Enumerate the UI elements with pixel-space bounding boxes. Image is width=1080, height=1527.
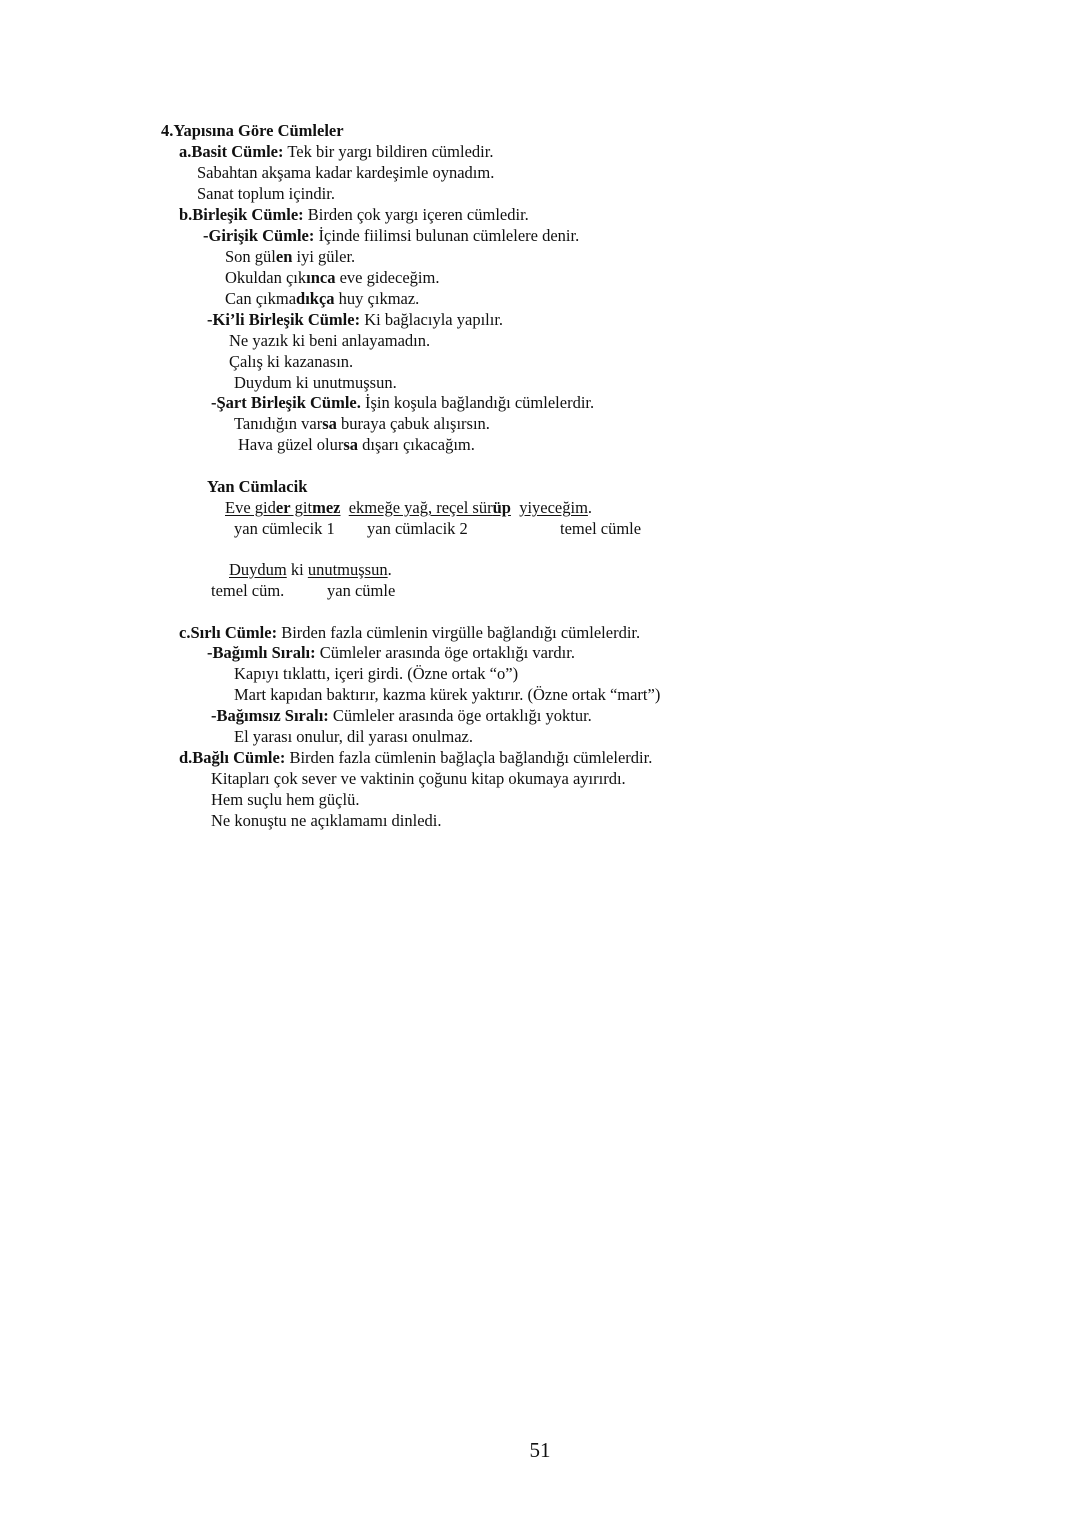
example-line: Ne yazık ki beni anlayamadın. [229, 331, 431, 350]
girisik-definition: -Girişik Cümle: İçinde fiilimsi bulunan cümlelere denir. [203, 226, 580, 245]
sart-definition: -Şart Birleşik Cümle. İşin koşula bağlandığı cümlelerdir. [211, 393, 595, 412]
bagimsiz-label: -Bağımsız Sıralı: [211, 706, 329, 725]
example-line: Mart kapıdan baktırır, kazma kürek yaktırır. (Özne ortak “mart”) [234, 685, 661, 704]
bagli-label: d.Bağlı Cümle: [179, 748, 286, 767]
yan-example-sentence: Eve gider gitmez ekmeğe yağ, reçel sürüp yiyeceğim. [225, 498, 593, 517]
sirali-label: c.Sırlı Cümle: [179, 623, 278, 642]
example-line: Ne konuştu ne açıklamamı dinledi. [211, 811, 442, 830]
kili-definition: -Ki’li Birleşik Cümle: Ki bağlacıyla yapılır. [207, 310, 504, 329]
example-line: Çalış ki kazanasın. [229, 352, 354, 371]
example-line: Duydum ki unutmuşsun. [234, 373, 397, 392]
birlesik-definition: b.Birleşik Cümle: Birden çok yargı içeren cümledir. [179, 205, 529, 224]
yan-label: yan cümlecik 1 [234, 519, 335, 538]
bagimsiz-definition: -Bağımsız Sıralı: Cümleler arasında öge ortaklığı yoktur. [211, 706, 592, 725]
yan-label: yan cümlacik 2 [367, 519, 468, 538]
yan-example-sentence: Duydum ki unutmuşsun. [229, 560, 392, 579]
basit-label: a.Basit Cümle: [179, 142, 284, 161]
bagimli-definition: -Bağımlı Sıralı: Cümleler arasında öge ortaklığı vardır. [207, 643, 575, 662]
example-line: Sanat toplum içindir. [197, 184, 335, 203]
example-line: Okuldan çıkınca eve gideceğim. [225, 268, 440, 287]
example-line: Kapıyı tıklattı, içeri girdi. (Özne ortak “o”) [234, 664, 519, 683]
example-line: Tanıdığın varsa buraya çabuk alışırsın. [234, 414, 490, 433]
yan-label: yan cümle [327, 581, 396, 600]
example-line: Sabahtan akşama kadar kardeşimle oynadım. [197, 163, 495, 182]
basit-definition: a.Basit Cümle: Tek bir yargı bildiren cümledir. [179, 142, 494, 161]
yan-label: temel cüm. [211, 581, 285, 600]
kili-label: -Ki’li Birleşik Cümle: [207, 310, 361, 329]
sirali-definition: c.Sırlı Cümle: Birden fazla cümlenin virgülle bağlandığı cümlelerdir. [179, 623, 641, 642]
yan-heading: Yan Cümlacik [207, 477, 308, 496]
bagimli-label: -Bağımlı Sıralı: [207, 643, 316, 662]
yan-label: temel cümle [560, 519, 642, 538]
girisik-label: -Girişik Cümle: [203, 226, 315, 245]
example-line: Kitapları çok sever ve vaktinin çoğunu kitap okumaya ayırırdı. [211, 769, 626, 788]
birlesik-label: b.Birleşik Cümle: [179, 205, 304, 224]
page-number: 51 [529, 1438, 551, 1462]
example-line: Hava güzel olursa dışarı çıkacağım. [238, 435, 475, 454]
example-line: Can çıkmadıkça huy çıkmaz. [225, 289, 420, 308]
example-line: Son gülen iyi güler. [225, 247, 356, 266]
example-line: El yarası onulur, dil yarası onulmaz. [234, 727, 473, 746]
bagli-definition: d.Bağlı Cümle: Birden fazla cümlenin bağlaçla bağlandığı cümlelerdir. [179, 748, 653, 767]
sart-label: -Şart Birleşik Cümle. [211, 393, 361, 412]
section-title: 4.Yapısına Göre Cümleler [161, 121, 344, 140]
example-line: Hem suçlu hem güçlü. [211, 790, 360, 809]
